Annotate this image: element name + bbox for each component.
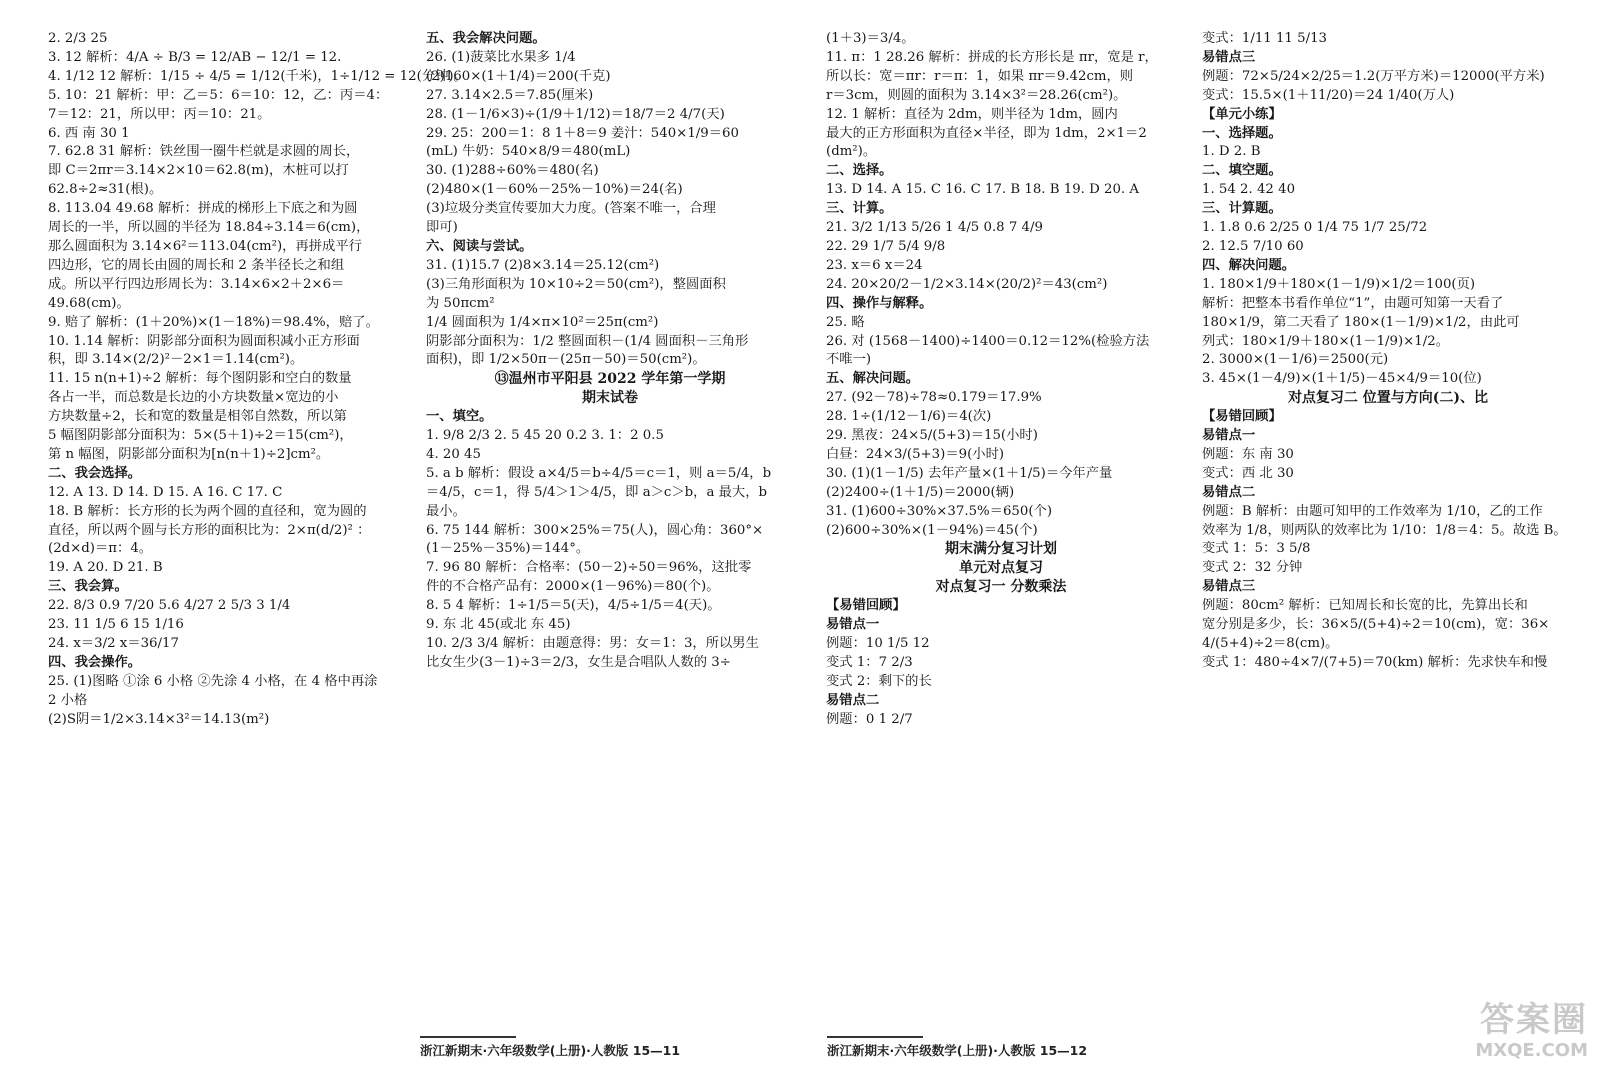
answer-line: 1. 9/8 2/3 2. 5 45 20 0.2 3. 1：2 0.5 [426,428,664,444]
answer-line: (1－25%－35%)＝144°。 [426,541,590,557]
answer-line: 28. (1－1/6×3)÷(1/9＋1/12)＝18/7＝2 4/7(天) [426,106,725,122]
answer-line: 2. 12.5 7/10 60 [1202,238,1304,254]
answer-line: (2)2400÷(1＋1/5)＝2000(辆) [826,484,1015,500]
answer-line: 变式 1：5：3 5/8 [1202,541,1311,557]
answer-line: 变式 2：32 分钟 [1202,560,1303,576]
answer-line: 例题：B 解析：由题可知甲的工作效率为 1/10，乙的工作 [1202,503,1543,519]
section-heading: 易错点一 [1202,428,1256,444]
answer-line: 各占一半，而总数是长边的小方块数量×宽边的小 [48,390,339,406]
section-heading: 三、计算。 [826,201,893,217]
watermark-text: 答案圈 [1480,1000,1588,1040]
answer-line: 最大的正方形面积为直径×半径，即为 1dm，2×1＝2 [826,125,1147,141]
answer-line: 变式 2：剩下的长 [826,673,932,689]
answer-line: 23. x＝6 x＝24 [826,257,923,273]
answer-column-3 [826,30,1176,1020]
answer-line: 2. 3000×(1－1/6)＝2500(元) [1202,352,1389,368]
answer-line: 19. A 20. D 21. B [48,560,163,576]
section-heading: 【易错回顾】 [1202,409,1282,425]
answer-line: 30. (1)288÷60%＝480(名) [426,163,599,179]
answer-line: 180×1/9，第二天看了 180×(1－1/9)×1/2，由此可 [1202,314,1520,330]
section-heading: 四、解决问题。 [1202,257,1296,273]
section-title: 单元对点复习 [959,560,1043,577]
section-heading: 一、填空。 [426,409,493,425]
answer-line: 25. (1)图略 ①涂 6 小格 ②先涂 4 小格，在 4 格中再涂 [48,673,378,689]
section-heading: 易错点三 [1202,579,1256,595]
answer-line: 10. 1.14 解析：阴影部分面积为圆面积减小正方形面 [48,333,360,349]
footer-rule-right [827,1036,923,1038]
answer-line: 23. 11 1/5 6 15 1/16 [48,617,184,633]
answer-line: 白昼：24×3/(5+3)＝9(小时) [826,446,1005,462]
answer-line: 30. (1)(1－1/5) 去年产量×(1＋1/5)＝今年产量 [826,465,1113,481]
answer-line: 31. (1)15.7 (2)8×3.14＝25.12(cm²) [426,257,660,273]
answer-line: 24. x＝3/2 x＝36/17 [48,636,179,651]
answer-line: 直径，所以两个圆与长方形的面积比为：2×π(d/2)² ： [48,522,371,538]
section-title: ⑬温州市平阳县 2022 学年第一学期 [494,371,726,388]
answer-line: (dm²)。 [826,144,877,160]
answer-line: 第 n 幅图，阴影部分面积为[n(n＋1)÷2]cm²。 [48,446,330,462]
answer-line: 2. 2/3 25 [48,31,108,46]
answer-line: 26. (1)菠菜比水果多 1/4 [426,49,576,65]
section-heading: 六、阅读与尝试。 [426,238,533,254]
answer-line: 成。所以平行四边形周长为：3.14×6×2＋2×6＝ [48,276,345,292]
answer-column-4 [1202,30,1574,1020]
answer-line: 例题：72×5/24×2/25＝1.2(万平方米)＝12000(平方米) [1202,68,1545,84]
answer-line: 27. 3.14×2.5＝7.85(厘米) [426,87,594,103]
answer-line: 11. π：1 28.26 解析：拼成的长方形长是 πr，宽是 r， [826,49,1158,65]
answer-line: 变式 1：7 2/3 [826,654,913,670]
section-heading: 一、选择题。 [1202,125,1282,141]
section-heading: 三、计算题。 [1202,201,1282,217]
answer-line: 例题：80cm² 解析：已知周长和长宽的比，先算出长和 [1202,598,1528,614]
answer-line: 22. 8/3 0.9 7/20 5.6 4/27 2 5/3 3 1/4 [48,598,291,614]
answer-line: 7＝12：21，所以甲：丙＝10：21。 [48,106,271,122]
answer-line: 阴影部分面积为：1/2 整圆面积－(1/4 圆面积－三角形 [426,333,749,349]
section-heading: 二、选择。 [826,163,893,179]
answer-line: 那么圆面积为 3.14×6²＝113.04(cm²)，再拼成平行 [48,238,362,254]
answer-line: (1＋3)＝3/4。 [826,31,915,46]
answer-line: 11. 15 n(n+1)÷2 解析：每个图阴影和空白的数量 [48,371,352,387]
answer-line: (2)480×(1－60%－25%－10%)＝24(名) [426,182,683,198]
section-heading: 四、我会操作。 [48,654,142,670]
answer-line: 28. 1÷(1/12－1/6)＝4(次) [826,409,992,425]
answer-line: 7. 96 80 解析：合格率：(50－2)÷50＝96%，这批零 [426,560,752,576]
answer-line: 49.68(cm)。 [48,295,130,311]
answer-line: 1. 180×1/9＋180×(1－1/9)×1/2＝100(页) [1202,276,1476,292]
answer-line: 不唯一) [826,352,872,368]
answer-line: 方块数量÷2，长和宽的数量是相邻自然数，所以第 [48,409,347,425]
section-heading: 四、操作与解释。 [826,295,933,311]
answer-line: 6. 西 南 30 1 [48,125,130,141]
answer-line: 18. B 解析：长方形的长为两个圆的直径和，宽为圆的 [48,503,367,519]
section-heading: 二、填空题。 [1202,163,1282,179]
section-heading: 易错点二 [1202,484,1256,500]
section-heading: 【单元小练】 [1202,106,1282,122]
answer-line: 5. 10：21 解析：甲：乙＝5：6＝10：12，乙：丙＝4： [48,87,389,103]
answer-line: 例题：10 1/5 12 [826,636,930,651]
section-heading: 三、我会算。 [48,579,128,595]
answer-line: 62.8÷2≈31(根)。 [48,182,163,198]
page-footer-right: 浙江新期末·六年级数学(上册)·人教版 15—12 [827,1043,1088,1058]
answer-line: 7. 62.8 31 解析：铁丝围一圈牛栏就是求圆的周长， [48,144,360,160]
answer-line: 即可) [426,220,458,236]
answer-line: 变式：1/11 11 5/13 [1202,31,1327,46]
answer-line: 31. (1)600÷30%×37.5%＝650(个) [826,503,1053,519]
answer-line: (2)S阴＝1/2×3.14×3²＝14.13(m²) [48,711,270,727]
section-title: 期末满分复习计划 [945,541,1057,558]
answer-line: 变式 1：480÷4×7/(7+5)＝70(km) 解析：先求快车和慢 [1202,654,1548,670]
answer-line: 1. 54 2. 42 40 [1202,182,1296,198]
footer-rule-left [420,1036,516,1038]
answer-line: 6. 75 144 解析：300×25%＝75(人)，圆心角：360°× [426,522,764,538]
answer-line: 22. 29 1/7 5/4 9/8 [826,238,946,254]
answer-line: 变式：西 北 30 [1202,465,1294,481]
section-heading: 二、我会选择。 [48,465,142,481]
answer-line: 4. 1/12 12 解析：1/15 ÷ 4/5 = 1/12(千米)，1÷1/12 = 12(分钟)。 [48,68,467,84]
section-heading: 五、我会解决问题。 [426,31,546,46]
answer-line: 四边形，它的周长由圆的周长和 2 条半径长之和组 [48,257,345,273]
answer-line: 件的不合格产品有：2000×(1－96%)＝80(个)。 [426,579,720,595]
answer-line: 比女生少(3－1)÷3＝2/3，女生是合唱队人数的 3÷ [426,654,731,670]
answer-line: (mL) 牛奶：540×8/9＝480(mL) [426,144,631,160]
answer-line: (2)600÷30%×(1－94%)＝45(个) [826,522,1038,538]
section-heading: 易错点三 [1202,49,1256,65]
answer-line: 例题：东 南 30 [1202,446,1294,462]
answer-line: 21. 3/2 1/13 5/26 1 4/5 0.8 7 4/9 [826,220,1043,236]
answer-line: 13. D 14. A 15. C 16. C 17. B 18. B 19. D 20. A [826,182,1139,198]
answer-line: 3. 45×(1－4/9)×(1＋1/5)－45×4/9＝10(位) [1202,371,1482,387]
answer-line: 最小。 [426,503,466,519]
page-footer-left: 浙江新期末·六年级数学(上册)·人教版 15—11 [420,1043,681,1058]
answer-line: 变式：15.5×(1＋11/20)＝24 1/40(万人) [1202,87,1455,103]
answer-line: 1/4 圆面积为 1/4×π×10²＝25π(cm²) [426,314,659,330]
section-title: 期末试卷 [582,390,638,407]
answer-line: 解析：把整本书看作单位“1”，由题可知第一天看了 [1202,295,1504,311]
section-title: 对点复习二 位置与方向(二)、比 [1287,390,1489,407]
answer-line: 列式：180×1/9＋180×(1－1/9)×1/2。 [1202,333,1449,349]
answer-line: 9. 东 北 45(或北 东 45) [426,617,571,633]
section-heading: 易错点二 [826,692,880,708]
answer-line: 4. 20 45 [426,446,481,462]
watermark-url: MXQE.COM [1475,1040,1588,1061]
answer-line: 5 幅图阴影部分面积为：5×(5＋1)÷2＝15(cm²)， [48,428,353,444]
answer-column-2 [426,30,794,1020]
answer-line: 2 小格 [48,692,88,708]
answer-line: 8. 5 4 解析：1÷1/5＝5(天)，4/5÷1/5＝4(天)。 [426,598,721,614]
section-title: 对点复习一 分数乘法 [935,579,1067,596]
answer-line: (3)三角形面积为 10×10÷2＝50(cm²)，整圆面积 [426,276,726,292]
answer-line: (2)160×(1＋1/4)＝200(千克) [426,68,611,84]
answer-line: 25. 略 [826,314,865,330]
answer-line: 29. 黑夜：24×5/(5+3)＝15(小时) [826,428,1038,444]
answer-line: 为 50πcm² [426,295,495,311]
section-heading: 五、解决问题。 [826,371,920,387]
answer-line: (3)垃圾分类宣传要加大力度。(答案不唯一，合理 [426,201,716,217]
answer-line: 26. 对 (1568－1400)÷1400＝0.12＝12%(检验方法 [826,333,1150,349]
answer-line: 面积)，即 1/2×50π－(25π－50)＝50(cm²)。 [426,352,706,368]
answer-line: 9. 赔了 解析：(1＋20%)×(1－18%)＝98.4%，赔了。 [48,314,379,330]
answer-line: 3. 12 解析：4/A ÷ B/3 = 12/AB − 12/1 = 12. [48,49,342,65]
answer-line: ＝4/5，c＝1，得 5/4＞1＞4/5，即 a＞c＞b，a 最大，b [426,484,768,500]
answer-line: 周长的一半，所以圆的半径为 18.84÷3.14＝6(cm)， [48,220,370,236]
answer-line: 效率为 1/8，则两队的效率比为 1/10：1/8＝4：5。故选 B。 [1202,522,1567,538]
answer-line: 8. 113.04 49.68 解析：拼成的梯形上下底之和为圆 [48,201,358,217]
answer-line: 所以长：宽＝πr：r＝π：1，如果 πr＝9.42cm，则 [826,68,1134,84]
answer-line: 27. (92－78)÷78≈0.179＝17.9% [826,390,1042,406]
answer-line: 29. 25：200＝1：8 1＋8＝9 姜汁：540×1/9＝60 [426,125,739,141]
answer-line: 即 C＝2πr＝3.14×2×10＝62.8(m)，木桩可以打 [48,163,349,179]
section-heading: 【易错回顾】 [826,598,906,614]
answer-line: 24. 20×20/2－1/2×3.14×(20/2)²＝43(cm²) [826,276,1108,292]
answer-line: 12. 1 解析：直径为 2dm，则半径为 1dm，圆内 [826,106,1118,122]
answer-line: 积，即 3.14×(2/2)²－2×1＝1.14(cm²)。 [48,352,304,368]
answer-line: 4/(5+4)÷2＝8(cm)。 [1202,636,1339,651]
answer-line: r＝3cm，则圆的面积为 3.14×3²＝28.26(cm²)。 [826,87,1127,103]
watermark-logo [1468,1000,1588,1078]
answer-line: 5. a b 解析：假设 a×4/5＝b÷4/5＝c＝1，则 a＝5/4，b [426,465,772,481]
answer-line: 12. A 13. D 14. D 15. A 16. C 17. C [48,484,283,500]
answer-line: (2d×d)＝π：4。 [48,541,153,557]
section-heading: 易错点一 [826,617,880,633]
answer-line: 例题：0 1 2/7 [826,711,913,727]
answer-line: 1. 1.8 0.6 2/25 0 1/4 75 1/7 25/72 [1202,220,1428,236]
answer-line: 宽分别是多少，长：36×5/(5+4)÷2＝10(cm)，宽：36× [1202,617,1550,633]
answer-line: 10. 2/3 3/4 解析：由题意得：男：女＝1：3，所以男生 [426,636,759,651]
answer-line: 1. D 2. B [1202,144,1261,160]
